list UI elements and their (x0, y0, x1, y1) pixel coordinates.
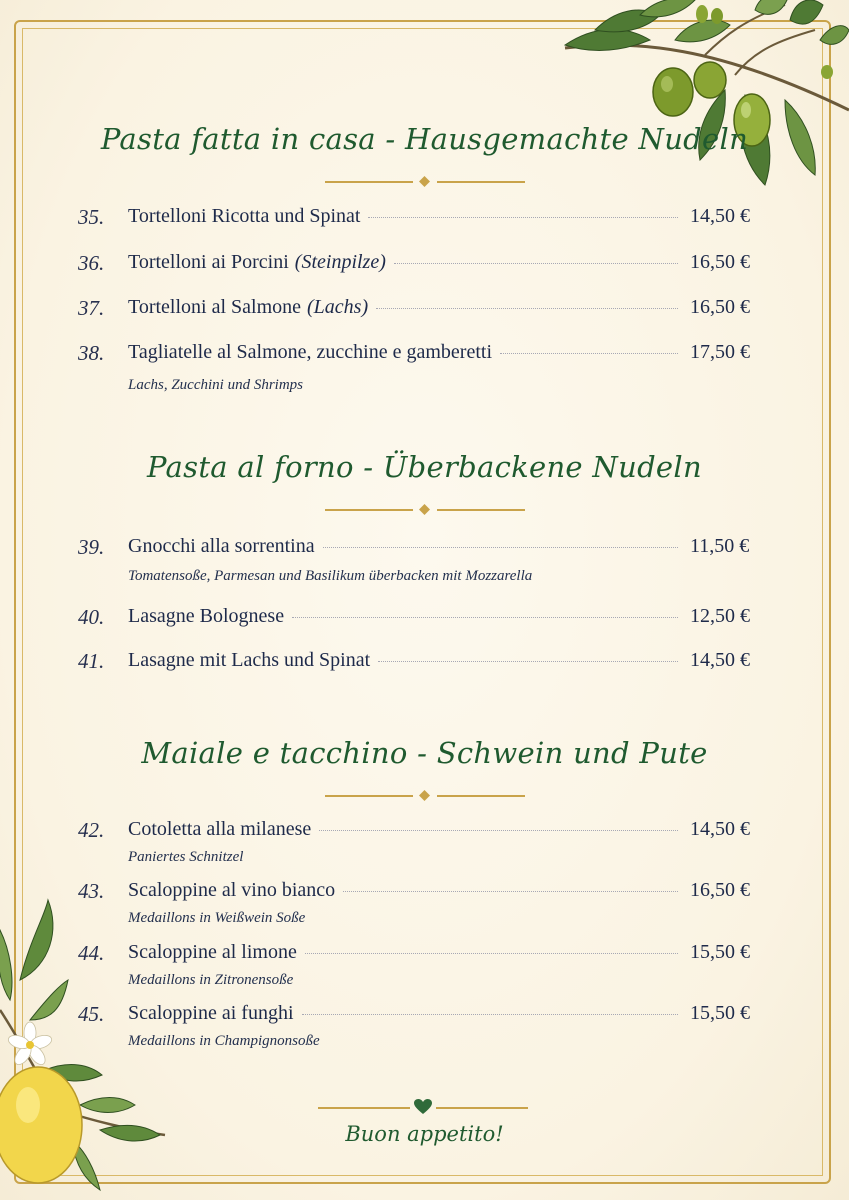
item-name-row (128, 605, 678, 628)
dotted-leader (305, 953, 678, 954)
item-name-row (128, 205, 678, 228)
gold-diamond-icon (419, 504, 430, 515)
item-number: 44. (78, 941, 105, 965)
item-number: 36. (78, 251, 105, 275)
heart-icon (414, 1099, 432, 1115)
item-price: 12,50 € (690, 605, 750, 627)
item-name: Cotoletta alla milanese (128, 818, 312, 840)
item-number: 39. (78, 535, 105, 559)
gold-diamond-icon (419, 790, 430, 801)
item-name-row (128, 941, 678, 964)
item-name-row (128, 649, 678, 672)
section-divider (325, 503, 525, 517)
dotted-leader (323, 547, 678, 548)
item-name-row (128, 1002, 678, 1025)
item-name-row (128, 879, 678, 902)
item-name-row (128, 818, 678, 841)
item-name: Lasagne mit Lachs und Spinat (128, 649, 371, 671)
item-number: 40. (78, 605, 105, 629)
item-price: 11,50 € (690, 535, 750, 557)
item-description: Lachs, Zucchini und Shrimps (128, 377, 304, 393)
item-name: Lasagne Bolognese (128, 605, 285, 627)
item-number: 38. (78, 341, 105, 365)
item-number: 37. (78, 296, 105, 320)
item-description: Medaillons in Champignonsoße (128, 1033, 320, 1049)
section-divider (325, 175, 525, 189)
item-name-row (128, 296, 678, 319)
item-name: Scaloppine al limone (128, 941, 297, 963)
item-description: Paniertes Schnitzel (128, 849, 244, 865)
item-name: Tagliatelle al Salmone, zucchine e gamberetti (128, 341, 492, 363)
item-number: 43. (78, 879, 105, 903)
section-title-pasta-fatta: Pasta fatta in casa - Hausgemachte Nudeln (100, 122, 749, 156)
item-price: 16,50 € (690, 296, 750, 318)
item-price: 16,50 € (690, 879, 750, 901)
item-price: 15,50 € (690, 941, 750, 963)
dotted-leader (302, 1014, 678, 1015)
item-price: 14,50 € (690, 818, 750, 840)
dotted-leader (378, 661, 678, 662)
item-description: Tomatensoße, Parmesan und Basilikum überbacken mit Mozzarella (128, 568, 533, 584)
dotted-leader (343, 891, 678, 892)
item-name: Tortelloni Ricotta und Spinat (128, 205, 361, 227)
item-description: Medaillons in Zitronensoße (128, 972, 294, 988)
item-price: 16,50 € (690, 251, 750, 273)
item-name-row (128, 535, 678, 558)
footer-text: Buon appetito! (345, 1122, 504, 1146)
section-divider (325, 789, 525, 803)
item-name-row (128, 341, 678, 364)
dotted-leader (394, 263, 678, 264)
item-price: 14,50 € (690, 649, 750, 671)
dotted-leader (292, 617, 678, 618)
item-note: (Lachs) (307, 296, 369, 318)
item-note: (Steinpilze) (294, 251, 386, 273)
section-title-maiale-tacchino: Maiale e tacchino - Schwein und Pute (141, 736, 708, 770)
item-price: 15,50 € (690, 1002, 750, 1024)
footer-divider (318, 1099, 528, 1115)
item-name: Scaloppine ai funghi (128, 1002, 294, 1024)
item-description: Medaillons in Weißwein Soße (128, 910, 306, 926)
dotted-leader (500, 353, 678, 354)
item-price: 14,50 € (690, 205, 750, 227)
gold-diamond-icon (419, 176, 430, 187)
item-number: 41. (78, 649, 105, 673)
item-name: Gnocchi alla sorrentina (128, 535, 315, 557)
item-name: Tortelloni ai Porcini (128, 251, 289, 273)
item-price: 17,50 € (690, 341, 750, 363)
dotted-leader (319, 830, 678, 831)
section-title-pasta-al-forno: Pasta al forno - Überbackene Nudeln (147, 450, 702, 484)
item-number: 42. (78, 818, 105, 842)
dotted-leader (376, 308, 678, 309)
item-number: 45. (78, 1002, 105, 1026)
item-name: Tortelloni al Salmone (128, 296, 302, 318)
olive-branch-icon (555, 0, 849, 200)
item-number: 35. (78, 205, 105, 229)
dotted-leader (368, 217, 678, 218)
item-name-row (128, 251, 678, 274)
item-name: Scaloppine al vino bianco (128, 879, 336, 901)
